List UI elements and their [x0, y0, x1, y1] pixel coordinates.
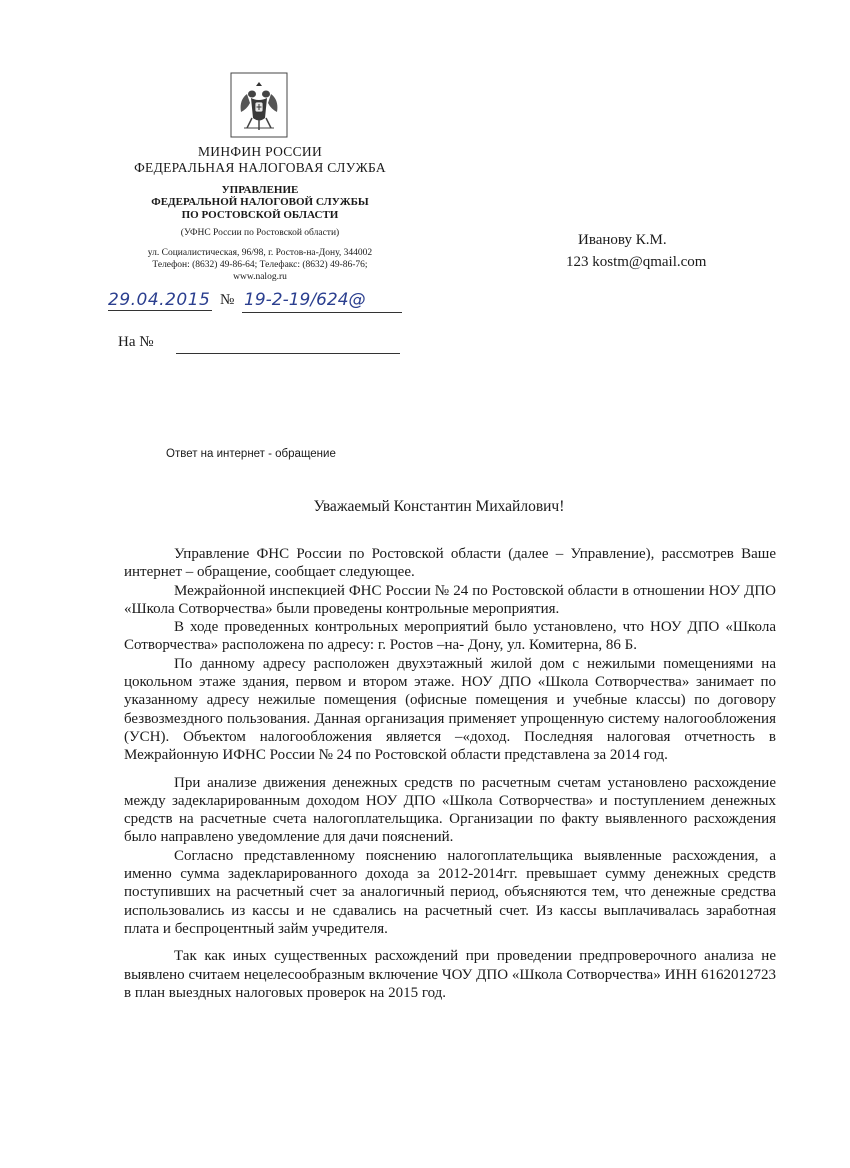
greeting: Уважаемый Константин Михайлович! — [313, 498, 565, 515]
paragraph: При анализе движения денежных средств по расчетным счетам установлено расхождение между задекларированным доходом НОУ ДПО «Школа Сотворчества» и поступлением денежных средств на расчетные счета налогоплательщика. Организации по факту выявленного расхождения было направлено уведомление для дачи пояснений. — [124, 774, 776, 846]
department-line-1: УПРАВЛЕНИЕ — [221, 184, 299, 196]
paragraph: Межрайонной инспекцией ФНС России № 24 по Ростовской области в отношении НОУ ДПО «Школа Сотворчества» были проведены контрольные мероприятия. — [124, 582, 776, 617]
paragraph: По данному адресу расположен двухэтажный жилой дом с нежилыми помещениями на цокольном этаже здания, первом и втором этаже. НОУ ДПО «Школа Сотворчества» занимает по указанному адресу нежилые помещения (офисные помещения и учебные классы) по договору безвозмездного пользования. Данная организация применяет упрощенную систему налогообложения (УСН). Объектом налогообложения является –«доход. Последняя налоговая отчетность в Межрайонную ИФНС России № 24 по Ростовской области представлена за 2014 год. — [124, 655, 776, 764]
department-line-2: ФЕДЕРАЛЬНОЙ НАЛОГОВОЙ СЛУЖБЫ — [151, 196, 369, 209]
paragraph: Управление ФНС России по Ростовской области (далее – Управление), рассмотрев Ваше интернет – обращение, сообщает следующее. — [124, 546, 776, 581]
number-label: № — [220, 292, 235, 308]
letter-subject: Ответ на интернет - обращение — [166, 448, 336, 460]
recipient-name: Иванову К.М. — [578, 232, 667, 248]
russian-coat-of-arms-icon — [230, 72, 288, 138]
service-name: ФЕДЕРАЛЬНАЯ НАЛОГОВАЯ СЛУЖБА — [134, 160, 386, 175]
reply-to-underline — [176, 353, 400, 354]
paragraph: Так как иных существенных расхождений при проведении предпроверочного анализа не выявлено считаем нецелесообразным включение ЧОУ ДПО «Школа Сотворчества» ИНН 6162012723 в план выездных налоговых проверок на 2015 год. — [124, 948, 776, 1001]
recipient-email: 123 kostm@qmail.com — [566, 253, 707, 270]
address: ул. Социалистическая, 96/98, г. Ростов-на-Дону, 344002 — [147, 248, 373, 258]
registration-line — [108, 288, 398, 314]
letterhead-contacts — [120, 248, 400, 284]
website: www.nalog.ru — [233, 271, 287, 282]
department-name — [120, 184, 400, 221]
letter-body — [124, 545, 776, 1002]
ministry-name: МИНФИН РОССИИ — [197, 144, 323, 159]
department-short-name: (УФНС России по Ростовской области) — [180, 228, 340, 238]
paragraph: Согласно представленному пояснению налогоплательщика выявленные расхождения, а именно сумма задекларированного дохода за 2012-2014гг. превышает сумму денежных средств поступивших на расчетный счет за аналогичный период, объясняются тем, что денежные средства использовались из кассы и не сдавались на расчетный счет. Из кассы выплачивалась заработная плата и беспроцентный займ учредителя. — [124, 847, 776, 937]
number-underline — [242, 312, 402, 313]
registration-number: 19-2-19/624@ — [244, 290, 366, 310]
date-underline — [108, 310, 212, 311]
registration-date: 29.04.2015 — [108, 290, 211, 310]
recipient-block — [566, 230, 706, 274]
department-line-3: ПО РОСТОВСКОЙ ОБЛАСТИ — [181, 208, 339, 221]
paragraph: В ходе проведенных контрольных мероприятий было установлено, что НОУ ДПО «Школа Сотворчества» расположена по адресу: г. Ростов –на- Дону, ул. Комитерна, 86 Б. — [124, 619, 776, 654]
phones: Телефон: (8632) 49-86-64; Телефакс: (8632) 49-86-76; — [152, 259, 368, 270]
reply-to-label: На № — [118, 334, 154, 350]
